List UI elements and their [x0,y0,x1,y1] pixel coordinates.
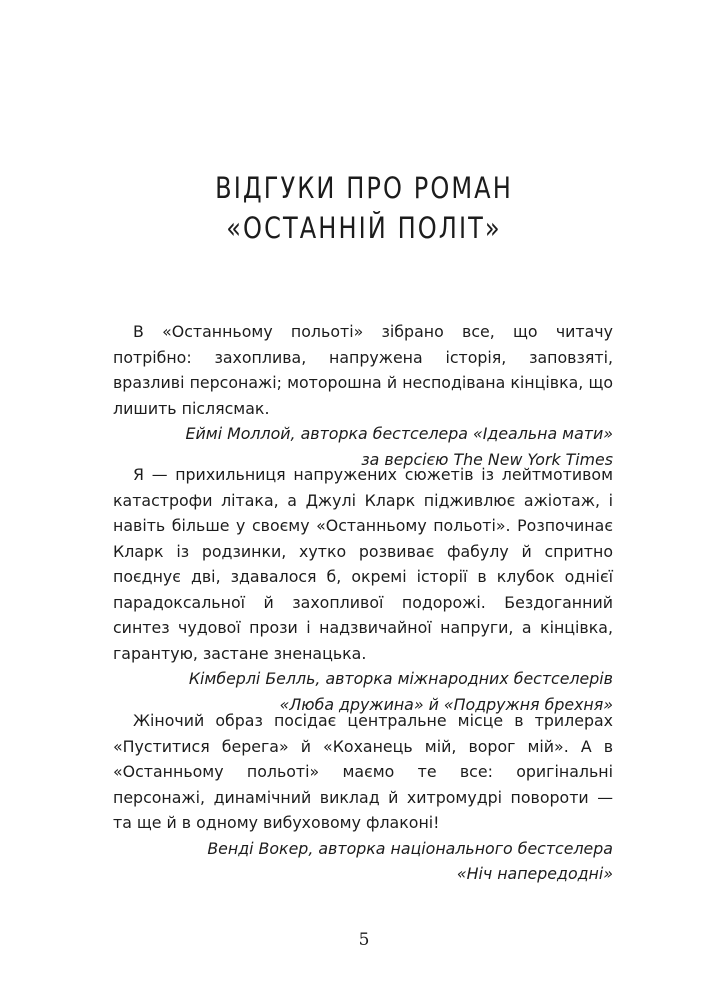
review-1 [113,319,613,472]
page-title [0,168,728,248]
title-line-2: «ОСТАННІЙ ПОЛІТ» [226,211,502,245]
review-attribution: Венді Вокер, авторка національного бестселера [207,838,613,858]
review-2 [113,462,613,717]
review-attribution: «Ніч напередодні» [456,864,613,883]
review-attribution: за версією The New York Times [361,449,613,469]
page-number: 5 [358,930,370,950]
review-attribution: Еймі Моллой, авторка бестселера «Ідеальна мати» [185,424,613,443]
title-line-1: ВІДГУКИ ПРО РОМАН [215,171,513,205]
review-3 [113,708,613,887]
review-text: Я — прихильниця напружених сюжетів із лейтмотивом катастрофи літака, а Джулі Кларк підживлює ажіотаж, і навіть більше у своєму «Останньому польоті». Розпочинає Кларк із родзинки, хутко розвиває фабулу й спритно поєднує дві, здавалося б, окремі історії в клубок однієї парадоксальної й захопливої подорожі. Бездоганний синтез чудової прози і надзвичайної напруги, а кінцівка, гарантую, застане зненацька. [113,465,613,663]
review-text: В «Останньому польоті» зібрано все, що читачу потрібно: захоплива, напружена історія, заповзяті, вразливі персонажі; моторошна й несподівана кінцівка, що лишить післясмак. [113,322,613,418]
review-attribution: «Люба дружина» й «Подружня брехня» [279,694,613,714]
review-text: Жіночий образ посідає центральне місце в трилерах «Пуститися берега» й «Коханець мій, ворог мій». А в «Останньому польоті» маємо те все: оригінальні персонажі, динамічний виклад й хитромудрі повороти — та ще й в одному вибуховому флаконі! [113,711,613,832]
review-attribution: Кімберлі Белль, авторка міжнародних бестселерів [188,669,613,688]
